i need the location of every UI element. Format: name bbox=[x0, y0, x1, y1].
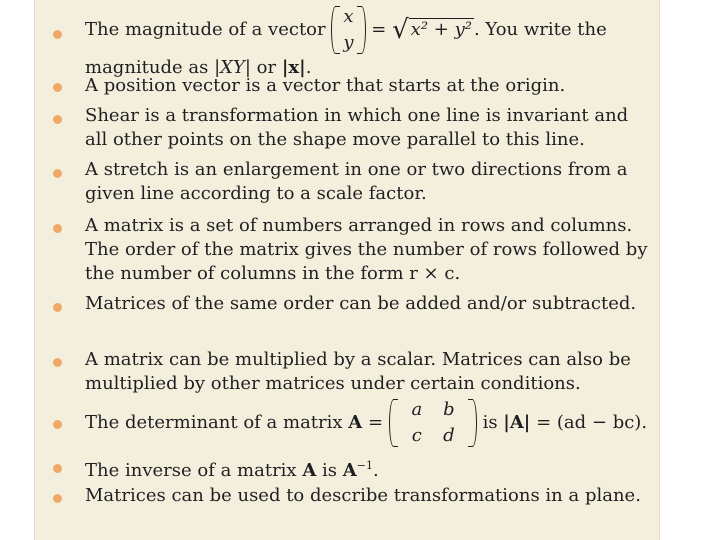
bullet bbox=[53, 224, 62, 233]
determinant-symbol: |A| bbox=[503, 412, 531, 433]
item-text: A matrix is a set of numbers arranged in rows and columns. The order of the matrix gives the number of rows followed by the number of columns in the form r × c. bbox=[85, 215, 648, 284]
equals-sign: = bbox=[371, 19, 387, 40]
item-determinant bbox=[85, 397, 655, 449]
item-text: The inverse of a matrix bbox=[85, 460, 297, 481]
sqrt-expression: x² + y² bbox=[410, 19, 472, 40]
item-text: A position vector is a vector that starts at the origin. bbox=[85, 75, 566, 96]
matrix-symbol: A bbox=[348, 412, 363, 433]
item-text: . bbox=[305, 57, 312, 78]
bullet bbox=[53, 30, 62, 39]
item-position-vector bbox=[85, 74, 655, 98]
bullet bbox=[53, 358, 62, 367]
item-matrix-addition bbox=[85, 292, 655, 316]
bullet bbox=[53, 464, 62, 473]
item-transformations bbox=[85, 484, 655, 508]
item-text: is bbox=[322, 460, 338, 481]
item-text: is bbox=[482, 412, 498, 433]
matrix-abcd bbox=[389, 397, 477, 449]
item-inverse bbox=[85, 454, 655, 483]
item-text: Matrices can be used to describe transformations in a plane. bbox=[85, 485, 641, 506]
matrix-entry-a: a bbox=[411, 399, 423, 420]
item-shear bbox=[85, 104, 655, 152]
item-text: The determinant of a matrix bbox=[85, 412, 343, 433]
item-vector-magnitude bbox=[85, 4, 655, 80]
item-stretch bbox=[85, 158, 655, 206]
square-root: √ x² + y² bbox=[392, 15, 472, 45]
item-text: The magnitude of a vector bbox=[85, 19, 326, 40]
magnitude-x: |x| bbox=[281, 57, 306, 78]
item-text: or bbox=[256, 57, 277, 78]
determinant-formula: = (ad − bc). bbox=[536, 412, 648, 433]
vector-x: x bbox=[343, 6, 354, 27]
item-text: A matrix can be multiplied by a scalar. Matrices can also be multiplied by other matrices under certain conditions. bbox=[85, 349, 631, 394]
item-text: magnitude as bbox=[85, 57, 209, 78]
inverse-exponent: −1 bbox=[356, 459, 373, 472]
equals-sign: = bbox=[368, 412, 384, 433]
item-text: A stretch is an enlargement in one or two directions from a given line according to a scale factor. bbox=[85, 159, 628, 204]
item-text: Shear is a transformation in which one line is invariant and all other points on the shape move parallel to this line. bbox=[85, 105, 629, 150]
summary-page bbox=[34, 0, 660, 540]
item-matrix-definition bbox=[85, 214, 655, 286]
bullet bbox=[53, 303, 62, 312]
item-matrix-multiplication bbox=[85, 348, 655, 396]
bullet bbox=[53, 494, 62, 503]
bullet bbox=[53, 169, 62, 178]
bullet bbox=[53, 115, 62, 124]
matrix-entry-d: d bbox=[443, 425, 455, 446]
item-text: Matrices of the same order can be added and/or subtracted. bbox=[85, 293, 637, 314]
matrix-entry-b: b bbox=[443, 399, 455, 420]
inverse-symbol: A bbox=[342, 460, 357, 481]
vector-y: y bbox=[343, 32, 354, 53]
matrix-entry-c: c bbox=[411, 425, 422, 446]
magnitude-xy: |XY| bbox=[214, 57, 251, 78]
item-text: . You write the bbox=[473, 19, 607, 40]
item-text: . bbox=[372, 460, 379, 481]
bullet bbox=[53, 83, 62, 92]
bullet bbox=[53, 420, 62, 429]
vector-xy bbox=[331, 4, 365, 56]
matrix-symbol: A bbox=[302, 460, 317, 481]
